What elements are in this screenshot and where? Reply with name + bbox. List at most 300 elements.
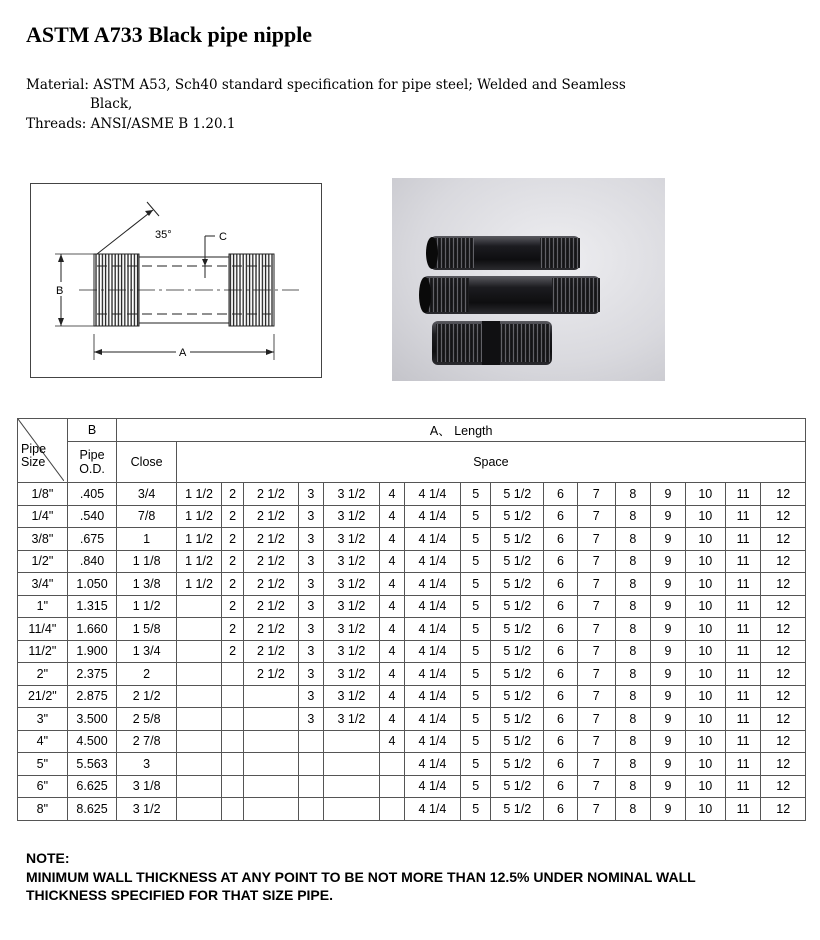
length-cell: 5: [461, 573, 491, 596]
length-cell: 9: [651, 483, 686, 506]
length-cell: 3 1/2: [323, 528, 379, 551]
pipe-od-cell: 5.563: [67, 753, 117, 776]
length-cell: 7: [577, 505, 615, 528]
length-cell: 10: [685, 618, 725, 641]
length-cell: 4 1/4: [404, 528, 460, 551]
length-cell: 7: [577, 640, 615, 663]
close-header: Close: [117, 442, 176, 483]
pipe-size-cell: 1/8": [18, 483, 68, 506]
length-cell: 2: [222, 505, 244, 528]
table-row: [18, 528, 806, 551]
length-cell: 1 1/2: [176, 528, 221, 551]
length-cell: 5 1/2: [491, 640, 544, 663]
length-cell: [176, 640, 221, 663]
length-cell: 5: [461, 595, 491, 618]
length-cell: 3: [298, 618, 323, 641]
length-cell: 8: [615, 640, 651, 663]
length-cell: 4 1/4: [404, 663, 460, 686]
length-cell: 10: [685, 685, 725, 708]
length-cell: 2: [222, 483, 244, 506]
length-cell: 10: [685, 640, 725, 663]
length-cell: 8: [615, 775, 651, 798]
length-cell: 12: [761, 483, 806, 506]
length-cell: 3: [298, 663, 323, 686]
length-cell: 8: [615, 798, 651, 821]
length-cell: 4: [380, 730, 405, 753]
length-cell: 2: [222, 618, 244, 641]
close-cell: 2 7/8: [117, 730, 176, 753]
nipple-drawing-svg: [31, 184, 321, 377]
length-cell: 3: [298, 528, 323, 551]
close-cell: 1: [117, 528, 176, 551]
pipe-size-header-line1: Pipe: [21, 442, 47, 456]
b-dimension-label: B: [56, 285, 64, 297]
length-cell: [323, 753, 379, 776]
length-cell: 4: [380, 708, 405, 731]
length-cell: 10: [685, 550, 725, 573]
length-cell: 6: [544, 753, 578, 776]
length-cell: [243, 753, 298, 776]
close-cell: 2 5/8: [117, 708, 176, 731]
length-cell: 7: [577, 550, 615, 573]
length-cell: 7: [577, 595, 615, 618]
length-cell: 4 1/4: [404, 573, 460, 596]
table-row: [18, 483, 806, 506]
table-row: [18, 753, 806, 776]
length-cell: 12: [761, 685, 806, 708]
length-cell: 6: [544, 550, 578, 573]
length-cell: 5: [461, 663, 491, 686]
length-cell: 3 1/2: [323, 708, 379, 731]
length-cell: 4: [380, 685, 405, 708]
length-cell: 2 1/2: [243, 573, 298, 596]
length-cell: 10: [685, 753, 725, 776]
threads-line: Threads: ANSI/ASME B 1.20.1: [26, 116, 236, 132]
length-cell: 5: [461, 775, 491, 798]
length-cell: 10: [685, 663, 725, 686]
length-cell: 4 1/4: [404, 640, 460, 663]
length-cell: 4: [380, 640, 405, 663]
length-cell: 5 1/2: [491, 798, 544, 821]
length-cell: 5 1/2: [491, 573, 544, 596]
pipe-od-cell: 1.050: [67, 573, 117, 596]
length-cell: 12: [761, 595, 806, 618]
length-cell: [380, 775, 405, 798]
pipe-od-header-line1: Pipe: [79, 448, 105, 462]
table-row: [18, 550, 806, 573]
pipe-size-header: [18, 419, 68, 483]
pipe-size-cell: 21/2": [18, 685, 68, 708]
length-cell: 1 1/2: [176, 483, 221, 506]
length-cell: [176, 618, 221, 641]
length-cell: 12: [761, 663, 806, 686]
length-cell: 2 1/2: [243, 663, 298, 686]
length-cell: 4 1/4: [404, 595, 460, 618]
material-line: Material: ASTM A53, Sch40 standard specification for pipe steel; Welded and Seamless: [26, 77, 626, 93]
length-cell: 7: [577, 528, 615, 551]
length-cell: 4: [380, 573, 405, 596]
length-cell: 6: [544, 573, 578, 596]
length-cell: 2 1/2: [243, 505, 298, 528]
length-cell: 12: [761, 550, 806, 573]
length-cell: 9: [651, 663, 686, 686]
pipe-size-cell: 3/8": [18, 528, 68, 551]
length-cell: 4 1/4: [404, 505, 460, 528]
length-cell: 4 1/4: [404, 708, 460, 731]
length-cell: [176, 753, 221, 776]
pipe-od-cell: 1.315: [67, 595, 117, 618]
length-cell: 10: [685, 573, 725, 596]
length-cell: 4 1/4: [404, 775, 460, 798]
length-cell: 12: [761, 505, 806, 528]
length-cell: 12: [761, 775, 806, 798]
length-cell: 8: [615, 595, 651, 618]
length-cell: 3 1/2: [323, 573, 379, 596]
a-length-header: A、 Length: [117, 419, 806, 442]
length-cell: [243, 708, 298, 731]
length-cell: 2 1/2: [243, 595, 298, 618]
length-cell: [176, 730, 221, 753]
close-cell: 3/4: [117, 483, 176, 506]
table-row: [18, 505, 806, 528]
length-cell: 4 1/4: [404, 685, 460, 708]
length-cell: 4 1/4: [404, 550, 460, 573]
length-cell: 12: [761, 528, 806, 551]
pipe-od-cell: 1.900: [67, 640, 117, 663]
length-cell: 3 1/2: [323, 550, 379, 573]
pipe-size-cell: 3/4": [18, 573, 68, 596]
table-row: [18, 595, 806, 618]
length-cell: 10: [685, 483, 725, 506]
length-cell: 8: [615, 753, 651, 776]
length-cell: 5 1/2: [491, 595, 544, 618]
length-cell: 6: [544, 483, 578, 506]
length-cell: [298, 798, 323, 821]
note-heading: NOTE:: [26, 850, 70, 866]
table-row: [18, 640, 806, 663]
length-cell: 7: [577, 618, 615, 641]
length-cell: 3: [298, 483, 323, 506]
length-cell: 12: [761, 753, 806, 776]
pipe-od-cell: .540: [67, 505, 117, 528]
pipe-od-cell: 2.875: [67, 685, 117, 708]
angle-label: 35°: [155, 229, 172, 241]
length-cell: 4 1/4: [404, 483, 460, 506]
length-cell: 2: [222, 573, 244, 596]
length-cell: 4: [380, 483, 405, 506]
length-cell: 5 1/2: [491, 505, 544, 528]
table-row: [18, 663, 806, 686]
length-cell: [243, 685, 298, 708]
length-cell: 9: [651, 775, 686, 798]
length-cell: 2: [222, 528, 244, 551]
length-cell: 5 1/2: [491, 708, 544, 731]
length-cell: 2 1/2: [243, 528, 298, 551]
length-cell: [222, 775, 244, 798]
pipe-size-cell: 11/2": [18, 640, 68, 663]
close-cell: 3: [117, 753, 176, 776]
length-cell: 3: [298, 550, 323, 573]
length-cell: 5: [461, 550, 491, 573]
table-row: [18, 798, 806, 821]
length-cell: [222, 730, 244, 753]
close-cell: 1 1/8: [117, 550, 176, 573]
length-cell: 5: [461, 708, 491, 731]
length-cell: [243, 730, 298, 753]
pipe-od-cell: .405: [67, 483, 117, 506]
length-cell: 5 1/2: [491, 685, 544, 708]
length-cell: 3: [298, 595, 323, 618]
table-row: [18, 708, 806, 731]
table-row: [18, 685, 806, 708]
length-cell: 8: [615, 550, 651, 573]
pipe-size-cell: 6": [18, 775, 68, 798]
close-cell: 1 3/4: [117, 640, 176, 663]
close-cell: 3 1/2: [117, 798, 176, 821]
length-cell: 7: [577, 685, 615, 708]
length-cell: 3: [298, 640, 323, 663]
length-cell: 8: [615, 618, 651, 641]
pipe-od-header-line2: O.D.: [79, 462, 105, 476]
length-cell: 10: [685, 730, 725, 753]
length-cell: 6: [544, 663, 578, 686]
length-cell: 6: [544, 730, 578, 753]
length-cell: 9: [651, 528, 686, 551]
length-cell: [176, 798, 221, 821]
length-cell: 7: [577, 708, 615, 731]
length-cell: 8: [615, 663, 651, 686]
length-cell: 1 1/2: [176, 550, 221, 573]
length-cell: 2: [222, 595, 244, 618]
pipe-size-cell: 8": [18, 798, 68, 821]
length-cell: [298, 730, 323, 753]
length-cell: 7: [577, 753, 615, 776]
length-cell: 9: [651, 550, 686, 573]
length-cell: 6: [544, 640, 578, 663]
length-cell: 4: [380, 528, 405, 551]
pipe-od-cell: 3.500: [67, 708, 117, 731]
length-cell: 9: [651, 595, 686, 618]
length-cell: 12: [761, 798, 806, 821]
dimension-table: [17, 418, 806, 821]
length-cell: 6: [544, 775, 578, 798]
nipple-drawing: [30, 183, 322, 378]
pipe-od-header: [67, 442, 117, 483]
close-cell: 1 3/8: [117, 573, 176, 596]
table-row: [18, 618, 806, 641]
length-cell: 2 1/2: [243, 483, 298, 506]
length-cell: 3: [298, 685, 323, 708]
pipe-size-cell: 2": [18, 663, 68, 686]
length-cell: 9: [651, 505, 686, 528]
length-cell: [298, 753, 323, 776]
length-cell: 9: [651, 573, 686, 596]
length-cell: 4: [380, 505, 405, 528]
length-cell: 9: [651, 730, 686, 753]
table-row: [18, 730, 806, 753]
length-cell: 4 1/4: [404, 730, 460, 753]
length-cell: [323, 730, 379, 753]
length-cell: [176, 775, 221, 798]
length-cell: 10: [685, 798, 725, 821]
length-cell: [243, 775, 298, 798]
length-cell: [176, 708, 221, 731]
a-dimension-label: A: [179, 347, 187, 359]
length-cell: 4 1/4: [404, 753, 460, 776]
length-cell: 5 1/2: [491, 753, 544, 776]
length-cell: 9: [651, 753, 686, 776]
pipe-size-header-line2: Size: [21, 455, 46, 469]
length-cell: 7: [577, 663, 615, 686]
length-cell: 1 1/2: [176, 573, 221, 596]
pipe-od-cell: 2.375: [67, 663, 117, 686]
length-cell: 6: [544, 505, 578, 528]
pipe-od-cell: .675: [67, 528, 117, 551]
length-cell: 6: [544, 685, 578, 708]
length-cell: [176, 595, 221, 618]
length-cell: 5: [461, 640, 491, 663]
length-cell: 10: [685, 528, 725, 551]
length-cell: 9: [651, 708, 686, 731]
table-row: [18, 775, 806, 798]
length-cell: 11: [725, 573, 761, 596]
pipe-od-cell: 8.625: [67, 798, 117, 821]
length-cell: 5: [461, 505, 491, 528]
length-cell: 10: [685, 708, 725, 731]
length-cell: 2 1/2: [243, 550, 298, 573]
table-row: [18, 573, 806, 596]
length-cell: 9: [651, 685, 686, 708]
length-cell: 8: [615, 573, 651, 596]
length-cell: 4 1/4: [404, 618, 460, 641]
material-line-continued: Black,: [90, 96, 133, 112]
length-cell: 5: [461, 618, 491, 641]
pipe-size-cell: 5": [18, 753, 68, 776]
pipe-od-cell: 6.625: [67, 775, 117, 798]
length-cell: 11: [725, 483, 761, 506]
length-cell: 10: [685, 595, 725, 618]
length-cell: 11: [725, 618, 761, 641]
length-cell: 5: [461, 798, 491, 821]
length-cell: 11: [725, 505, 761, 528]
length-cell: 11: [725, 528, 761, 551]
length-cell: 12: [761, 573, 806, 596]
length-cell: 7: [577, 798, 615, 821]
pipe-od-cell: 1.660: [67, 618, 117, 641]
close-cell: 1 5/8: [117, 618, 176, 641]
length-cell: 2 1/2: [243, 640, 298, 663]
length-cell: 3: [298, 505, 323, 528]
length-cell: [380, 753, 405, 776]
close-cell: 7/8: [117, 505, 176, 528]
pipe-size-cell: 4": [18, 730, 68, 753]
length-cell: 11: [725, 685, 761, 708]
length-cell: 11: [725, 708, 761, 731]
length-cell: 4: [380, 618, 405, 641]
length-cell: 7: [577, 775, 615, 798]
length-cell: [176, 685, 221, 708]
length-cell: 6: [544, 618, 578, 641]
length-cell: 5 1/2: [491, 550, 544, 573]
length-cell: [222, 708, 244, 731]
length-cell: [222, 753, 244, 776]
length-cell: 5 1/2: [491, 775, 544, 798]
length-cell: 11: [725, 730, 761, 753]
length-cell: 5: [461, 685, 491, 708]
length-cell: [323, 798, 379, 821]
length-cell: 6: [544, 528, 578, 551]
length-cell: 3 1/2: [323, 640, 379, 663]
length-cell: 3 1/2: [323, 663, 379, 686]
length-cell: 1 1/2: [176, 505, 221, 528]
length-cell: 5 1/2: [491, 618, 544, 641]
pipe-size-cell: 1/2": [18, 550, 68, 573]
length-cell: 8: [615, 528, 651, 551]
pipe-size-cell: 3": [18, 708, 68, 731]
close-cell: 2 1/2: [117, 685, 176, 708]
length-cell: 11: [725, 550, 761, 573]
length-cell: 11: [725, 798, 761, 821]
length-cell: 5: [461, 753, 491, 776]
product-photo-svg: [392, 178, 665, 381]
length-cell: [176, 663, 221, 686]
length-cell: 6: [544, 798, 578, 821]
space-header: Space: [176, 442, 805, 483]
length-cell: 3 1/2: [323, 618, 379, 641]
length-cell: 11: [725, 595, 761, 618]
length-cell: 5: [461, 483, 491, 506]
length-cell: 6: [544, 595, 578, 618]
length-cell: 2: [222, 550, 244, 573]
length-cell: 3: [298, 573, 323, 596]
length-cell: 5 1/2: [491, 663, 544, 686]
product-photo: [392, 178, 665, 381]
length-cell: 12: [761, 730, 806, 753]
length-cell: 3 1/2: [323, 685, 379, 708]
length-cell: 3 1/2: [323, 595, 379, 618]
c-dimension-label: C: [219, 231, 227, 243]
length-cell: [298, 775, 323, 798]
length-cell: 11: [725, 640, 761, 663]
length-cell: 3 1/2: [323, 505, 379, 528]
length-cell: 4: [380, 550, 405, 573]
length-cell: 7: [577, 573, 615, 596]
length-cell: 2 1/2: [243, 618, 298, 641]
pipe-od-cell: .840: [67, 550, 117, 573]
length-cell: 7: [577, 483, 615, 506]
length-cell: 5: [461, 528, 491, 551]
length-cell: 2: [222, 640, 244, 663]
length-cell: 3: [298, 708, 323, 731]
length-cell: 7: [577, 730, 615, 753]
length-cell: 5: [461, 730, 491, 753]
length-cell: 4 1/4: [404, 798, 460, 821]
close-cell: 1 1/2: [117, 595, 176, 618]
pipe-od-cell: 4.500: [67, 730, 117, 753]
length-cell: 5 1/2: [491, 730, 544, 753]
pipe-size-cell: 1": [18, 595, 68, 618]
note-line-2: THICKNESS SPECIFIED FOR THAT SIZE PIPE.: [26, 887, 333, 903]
b-column-header: B: [67, 419, 117, 442]
note-line-1: MINIMUM WALL THICKNESS AT ANY POINT TO BE NOT MORE THAN 12.5% UNDER NOMINAL WALL: [26, 869, 696, 885]
length-cell: 10: [685, 775, 725, 798]
close-cell: 2: [117, 663, 176, 686]
length-cell: 8: [615, 708, 651, 731]
length-cell: [323, 775, 379, 798]
length-cell: 8: [615, 505, 651, 528]
length-cell: 8: [615, 483, 651, 506]
length-cell: 6: [544, 708, 578, 731]
